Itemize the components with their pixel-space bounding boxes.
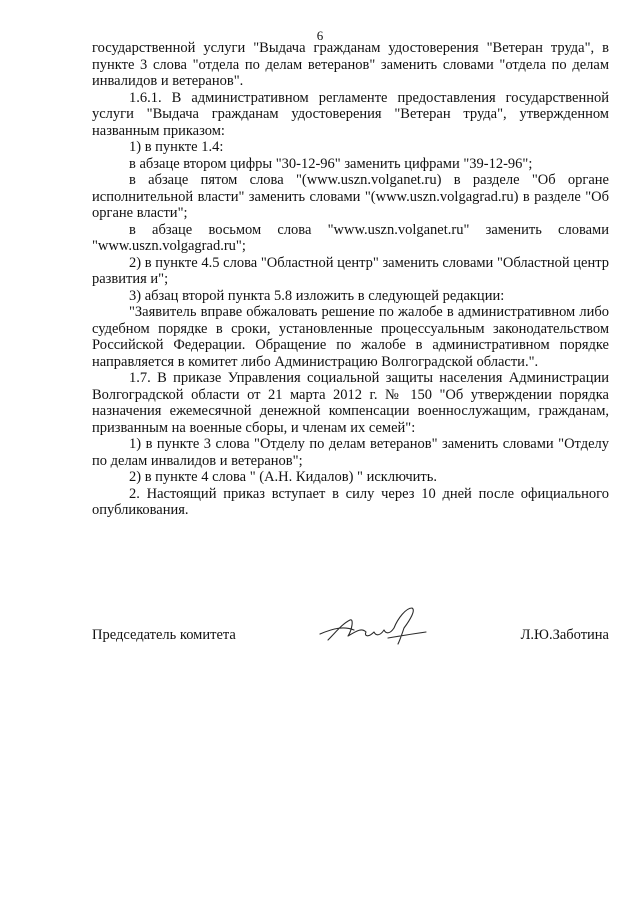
paragraph: в абзаце пятом слова "(www.uszn.volganet.ru) в разделе "Об органе исполнительной власти" заменить словами "(www.uszn.volgagrad.ru) в разделе "Об органе власти"; xyxy=(92,172,609,221)
paragraph: 2) в пункте 4 слова " (А.Н. Кидалов) " исключить. xyxy=(129,469,437,485)
paragraph: 1.7. В приказе Управления социальной защиты населения Администрации Волгоградской области от 21 марта 2012 г. № 150 "Об утверждении порядка назначения ежемесячной денежной компенсации военнослужащим, гражданам, призванным на военные сборы, и членам их семей": xyxy=(92,370,609,436)
paragraph: в абзаце втором цифры "30-12-96" заменить цифрами "39-12-96"; xyxy=(129,155,533,172)
signature-block xyxy=(92,624,609,654)
paragraph: государственной услуги "Выдача гражданам удостоверения "Ветеран труда", в пункте 3 слова "отдела по делам ветеранов" заменить словами "отдела по делам инвалидов и ветеранов". xyxy=(92,40,609,89)
paragraph: 1) в пункте 1.4: xyxy=(129,139,224,155)
paragraph: 1) в пункте 3 слова "Отделу по делам ветеранов" заменить словами "Отделу по делам инвалидов и ветеранов"; xyxy=(92,436,609,469)
paragraph: 2. Настоящий приказ вступает в силу через 10 дней после официального опубликования. xyxy=(92,485,609,518)
signer-position: Председатель комитета xyxy=(92,627,236,643)
paragraph: 3) абзац второй пункта 5.8 изложить в следующей редакции: xyxy=(129,287,505,304)
paragraph: "Заявитель вправе обжаловать решение по жалобе в административном либо судебном порядке в сроки, установленные процессуальным законодательством Российской Федерации. Обращение по жалобе в административном порядке направляется в комитет либо Администрацию Волгоградской области.". xyxy=(92,304,609,370)
handwritten-signature xyxy=(314,604,434,654)
paragraph: 2) в пункте 4.5 слова "Областной центр" заменить словами "Областной центр развития и"; xyxy=(92,254,609,287)
paragraph: 1.6.1. В административном регламенте предоставления государственной услуги "Выдача гражданам удостоверения "Ветеран труда", утвержденном названным приказом: xyxy=(92,89,609,139)
paragraph: в абзаце восьмом слова "www.uszn.volganet.ru" заменить словами "www.uszn.volgagrad.ru"; xyxy=(92,221,609,254)
page-number: 6 xyxy=(316,28,324,43)
document-body xyxy=(92,40,609,519)
signer-name: Л.Ю.Заботина xyxy=(520,627,609,643)
